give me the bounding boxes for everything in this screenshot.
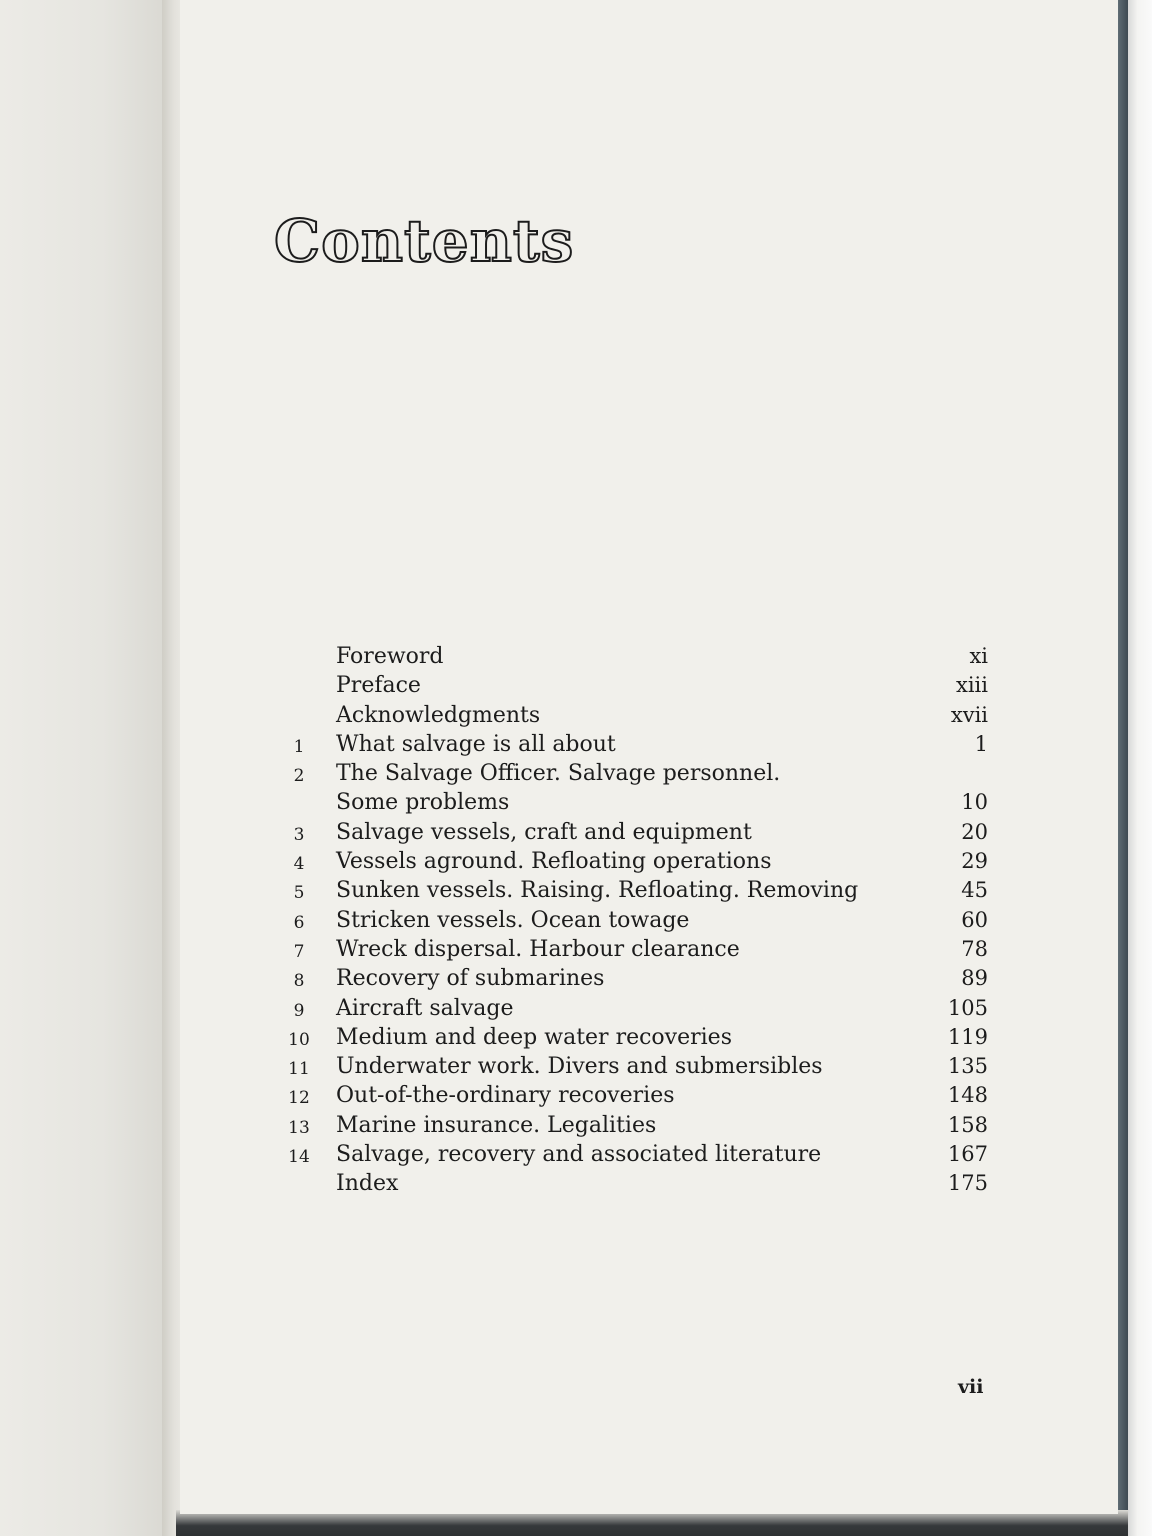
chapter-number: 8 <box>293 971 305 992</box>
page-number: vii <box>958 1376 984 1398</box>
toc-entry <box>282 1111 988 1140</box>
chapter-page-number: xvii <box>950 702 988 727</box>
chapter-number: 6 <box>293 912 305 933</box>
chapter-page-number: 167 <box>947 1142 988 1167</box>
chapter-number: 13 <box>288 1117 310 1138</box>
toc-entry <box>282 964 988 993</box>
chapter-title: Stricken vessels. Ocean towage <box>336 907 690 933</box>
toc-entry <box>282 701 988 730</box>
chapter-page-number: 1 <box>974 731 988 756</box>
chapter-title: Some problems <box>336 790 510 816</box>
chapter-page-number: 158 <box>947 1112 988 1137</box>
chapter-page-number: 119 <box>947 1024 988 1049</box>
chapter-title: The Salvage Officer. Salvage personnel. <box>336 761 781 787</box>
toc-entry <box>282 1081 988 1110</box>
chapter-title: Salvage vessels, craft and equipment <box>336 819 752 845</box>
chapter-page-number: 105 <box>947 995 988 1020</box>
chapter-page-number: 78 <box>961 936 988 961</box>
chapter-number: 3 <box>293 824 305 845</box>
toc-entry <box>282 906 988 935</box>
toc-entry <box>282 730 988 759</box>
chapter-title: Underwater work. Divers and submersibles <box>336 1054 823 1080</box>
chapter-title: Acknowledgments <box>336 702 541 728</box>
chapter-number: 11 <box>288 1059 310 1080</box>
chapter-title: Wreck dispersal. Harbour clearance <box>336 936 740 962</box>
toc-entry <box>282 994 988 1023</box>
chapter-title: Recovery of submarines <box>336 966 605 992</box>
page-title: Contents <box>274 207 575 275</box>
chapter-title: Vessels aground. Refloating operations <box>336 849 772 875</box>
chapter-page-number: 60 <box>961 907 988 932</box>
left-page <box>0 0 170 1536</box>
chapter-page-number: 89 <box>961 966 988 991</box>
toc-entry <box>282 1023 988 1052</box>
toc-entry <box>282 818 988 847</box>
chapter-page-number: xiii <box>956 673 988 698</box>
chapter-page-number: 175 <box>947 1171 988 1196</box>
chapter-page-number: 10 <box>961 790 988 815</box>
chapter-title: Aircraft salvage <box>336 995 514 1021</box>
toc-entry <box>282 759 988 788</box>
chapter-number: 12 <box>288 1088 310 1109</box>
chapter-number: 14 <box>288 1147 310 1168</box>
background-wall <box>1128 0 1152 1536</box>
toc-entry <box>282 642 988 671</box>
chapter-number: 7 <box>293 941 305 962</box>
chapter-number: 1 <box>293 736 305 757</box>
chapter-title: Preface <box>336 673 421 699</box>
toc-entry <box>282 671 988 700</box>
chapter-title: Marine insurance. Legalities <box>336 1112 657 1138</box>
toc-entry <box>282 1169 988 1198</box>
chapter-title: Salvage, recovery and associated literature <box>336 1142 822 1168</box>
chapter-number: 10 <box>288 1029 310 1050</box>
chapter-page-number: 135 <box>947 1054 988 1079</box>
table-of-contents <box>282 642 988 1199</box>
chapter-title: Foreword <box>336 644 444 669</box>
chapter-number: 4 <box>293 854 305 875</box>
toc-entry <box>282 1052 988 1081</box>
chapter-title: Index <box>336 1171 399 1197</box>
toc-entry <box>282 935 988 964</box>
toc-entry <box>282 847 988 876</box>
chapter-number: 5 <box>293 883 305 904</box>
chapter-page-number: 29 <box>961 849 988 874</box>
chapter-number: 2 <box>293 766 305 787</box>
chapter-page-number: 45 <box>961 878 988 903</box>
toc-entry <box>282 876 988 905</box>
toc-entry <box>282 1140 988 1169</box>
chapter-page-number: xi <box>969 644 988 668</box>
chapter-title: Medium and deep water recoveries <box>336 1024 732 1050</box>
chapter-title: What salvage is all about <box>336 731 616 757</box>
toc-entry <box>282 788 988 817</box>
chapter-title: Sunken vessels. Raising. Refloating. Removing <box>336 878 859 904</box>
chapter-page-number: 20 <box>961 819 988 844</box>
chapter-page-number: 148 <box>947 1083 988 1108</box>
chapter-title: Out-of-the-ordinary recoveries <box>336 1083 675 1109</box>
chapter-number: 9 <box>293 1000 305 1021</box>
